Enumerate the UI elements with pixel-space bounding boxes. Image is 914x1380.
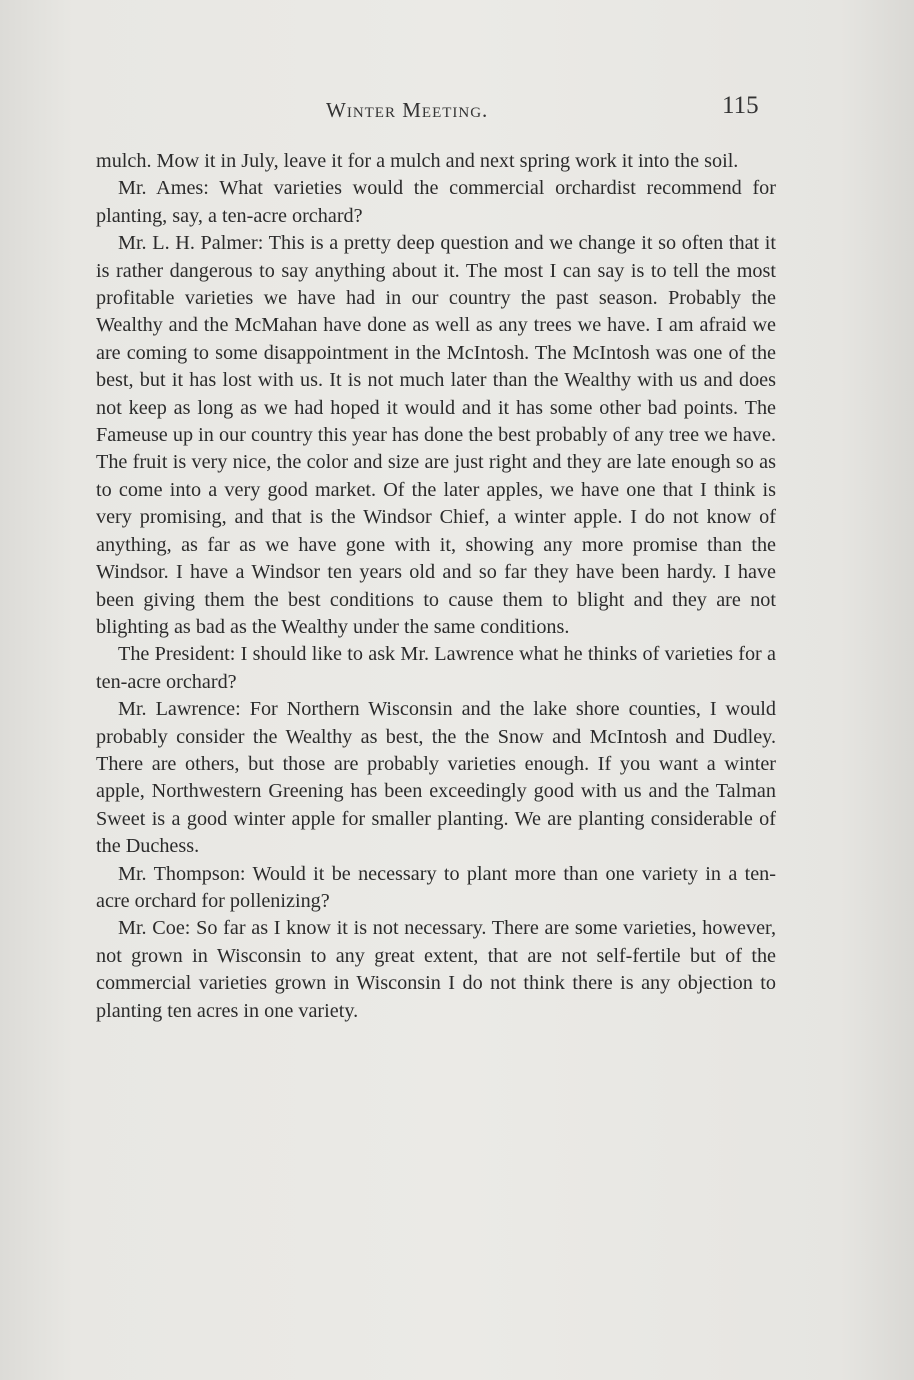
paragraph-text: What varieties would the commercial orchardist recommend for planting, say, a ten-acre orchard? <box>96 177 776 227</box>
page-number: 115 <box>722 92 759 119</box>
paragraph-text: Would it be necessary to plant more than one variety in a ten-acre orchard for pollenizing? <box>96 862 776 912</box>
speaker-name: Mr. Lawrence: <box>118 698 241 721</box>
paragraph-text: For Northern Wisconsin and the lake shore counties, I would probably consider the Wealthy as best, the the Snow and McIntosh and Dudley. There are others, but those are probably varieties enough. If you want a winter apple, Northwestern Greening has been exceedingly good with us and the Talman Sweet is a good winter apple for smaller planting. We are planting considerable of the Duchess. <box>96 698 777 858</box>
speaker-name: The President: <box>118 643 236 666</box>
paragraph <box>96 230 776 641</box>
paragraph-text: I should like to ask Mr. Lawrence what he thinks of varieties for a ten-acre orchard? <box>96 643 776 693</box>
paragraph <box>96 175 776 230</box>
paragraph-text: This is a pretty deep question and we change it so often that it is rather dangerous to say anything about it. The most I can say is to tell the most profitable varieties we have had in our country the past season. Probably the Wealthy and the McMahan have done as well as any trees we have. I am afraid we are coming to some disappointment in the McIntosh. The McIntosh was one of the best, but it has lost with us. It is not much later than the Wealthy with us and does not keep as long as we had hoped it would and it has some other bad points. The Fameuse up in our country this year has done the best probably of any tree we have. The fruit is very nice, the color and size are just right and they are late enough so as to come into a very good market. Of the later apples, we have one that I think is very promising, and that is the Windsor Chief, a winter apple. I do not know of anything, as far as we have gone with it, showing any more promise than the Windsor. I have a Windsor ten years old and so far they have been hardy. I have been giving them the best conditions to cause them to blight and they are not blighting as bad as the Wealthy under the same conditions. <box>96 232 777 638</box>
paragraph-text: So far as I know it is not necessary. There are some varieties, however, not grown in Wisconsin to any great extent, that are not self-fertile but of the commercial varieties grown in Wisconsin I do not think there is any objection to planting ten acres in one variety. <box>96 917 777 1022</box>
speaker-name: Mr. Coe: <box>118 917 191 940</box>
paragraph-text: mulch. Mow it in July, leave it for a mulch and next spring work it into the soil. <box>96 150 739 172</box>
paragraph <box>96 861 776 916</box>
running-title: Winter Meeting. <box>326 98 489 122</box>
speaker-name: Mr. Ames: <box>118 177 209 200</box>
paragraph <box>96 641 776 696</box>
paragraph <box>96 915 776 1025</box>
paragraph <box>96 148 776 175</box>
running-head <box>0 92 914 126</box>
speaker-name: Mr. Thompson: <box>118 862 246 885</box>
paragraph <box>96 696 776 860</box>
body-text <box>96 148 776 1025</box>
speaker-name: Mr. L. H. Palmer: <box>118 232 264 255</box>
